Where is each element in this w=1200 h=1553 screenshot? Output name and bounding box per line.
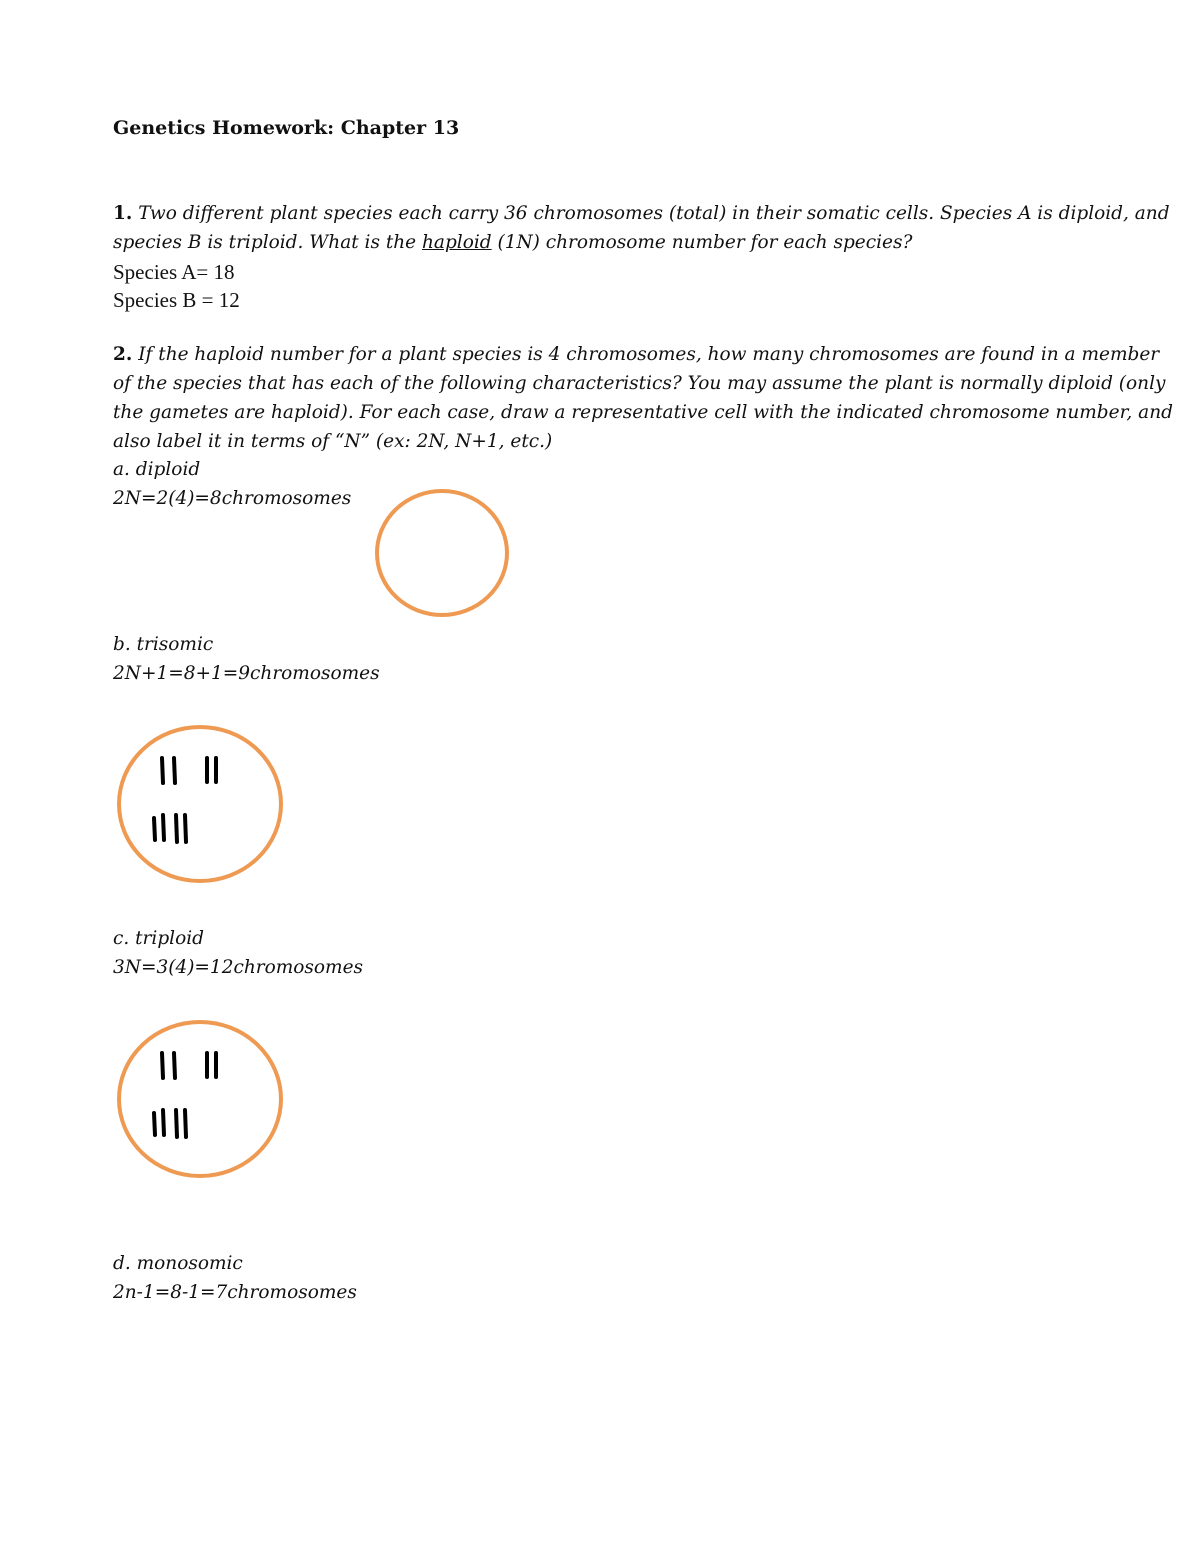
part-a-answer: 2N=2(4)=8chromosomes: [113, 488, 352, 509]
chromosome: [176, 815, 177, 842]
page-title: Genetics Homework: Chapter 13: [113, 117, 460, 139]
chromosome: [163, 1110, 164, 1135]
q2-line-3: the gametes are haploid). For each case, draw a representative cell with the indicated chromosome number, and: [113, 402, 1173, 423]
cell-membrane-c: [119, 1022, 281, 1176]
q1-line-2: species B is triploid. What is the haploid (1N) chromosome number for each species?: [113, 232, 913, 253]
part-d-label: d. monosomic: [113, 1253, 243, 1274]
part-c-label: c. triploid: [113, 928, 204, 949]
chromosome: [185, 1110, 186, 1137]
haploid-underlined: haploid: [422, 232, 492, 253]
q1-number: 1.: [113, 203, 133, 224]
part-c-answer: 3N=3(4)=12chromosomes: [113, 957, 364, 978]
chromosome: [163, 815, 164, 840]
q2-line-1: 2. If the haploid number for a plant species is 4 chromosomes, how many chromosomes are found in a member: [113, 344, 1160, 365]
chromosome: [174, 1053, 175, 1078]
cell-membrane-a: [377, 491, 507, 615]
chromosome: [185, 815, 186, 842]
chromosome: [154, 1113, 155, 1135]
chromosome-group-c: [154, 1053, 216, 1137]
q2-number: 2.: [113, 344, 133, 365]
q1-answer-a: Species A= 18: [113, 260, 235, 284]
q1-line-1: 1. Two different plant species each carry 36 chromosomes (total) in their somatic cells. Species A is diploid, and: [113, 203, 1170, 224]
part-b-label: b. trisomic: [113, 634, 214, 655]
chromosome: [176, 1110, 177, 1137]
cell-diagram-b: [114, 722, 286, 888]
cell-diagram-a: [372, 486, 512, 620]
q2-line-4: also label it in terms of “N” (ex: 2N, N+1, etc.): [113, 431, 553, 452]
part-a-label: a. diploid: [113, 459, 201, 480]
chromosome-group-b: [154, 758, 216, 842]
part-b-answer: 2N+1=8+1=9chromosomes: [113, 663, 380, 684]
q2-line-2: of the species that has each of the following characteristics? You may assume the plant is normally diploid (only: [113, 373, 1166, 394]
q1-answer-b: Species B = 12: [113, 288, 240, 312]
cell-membrane-b: [119, 727, 281, 881]
chromosome: [162, 758, 163, 783]
cell-diagram-c: [114, 1017, 286, 1183]
chromosome: [154, 818, 155, 840]
chromosome: [174, 758, 175, 783]
part-d-answer: 2n-1=8-1=7chromosomes: [113, 1282, 357, 1303]
chromosome: [162, 1053, 163, 1078]
